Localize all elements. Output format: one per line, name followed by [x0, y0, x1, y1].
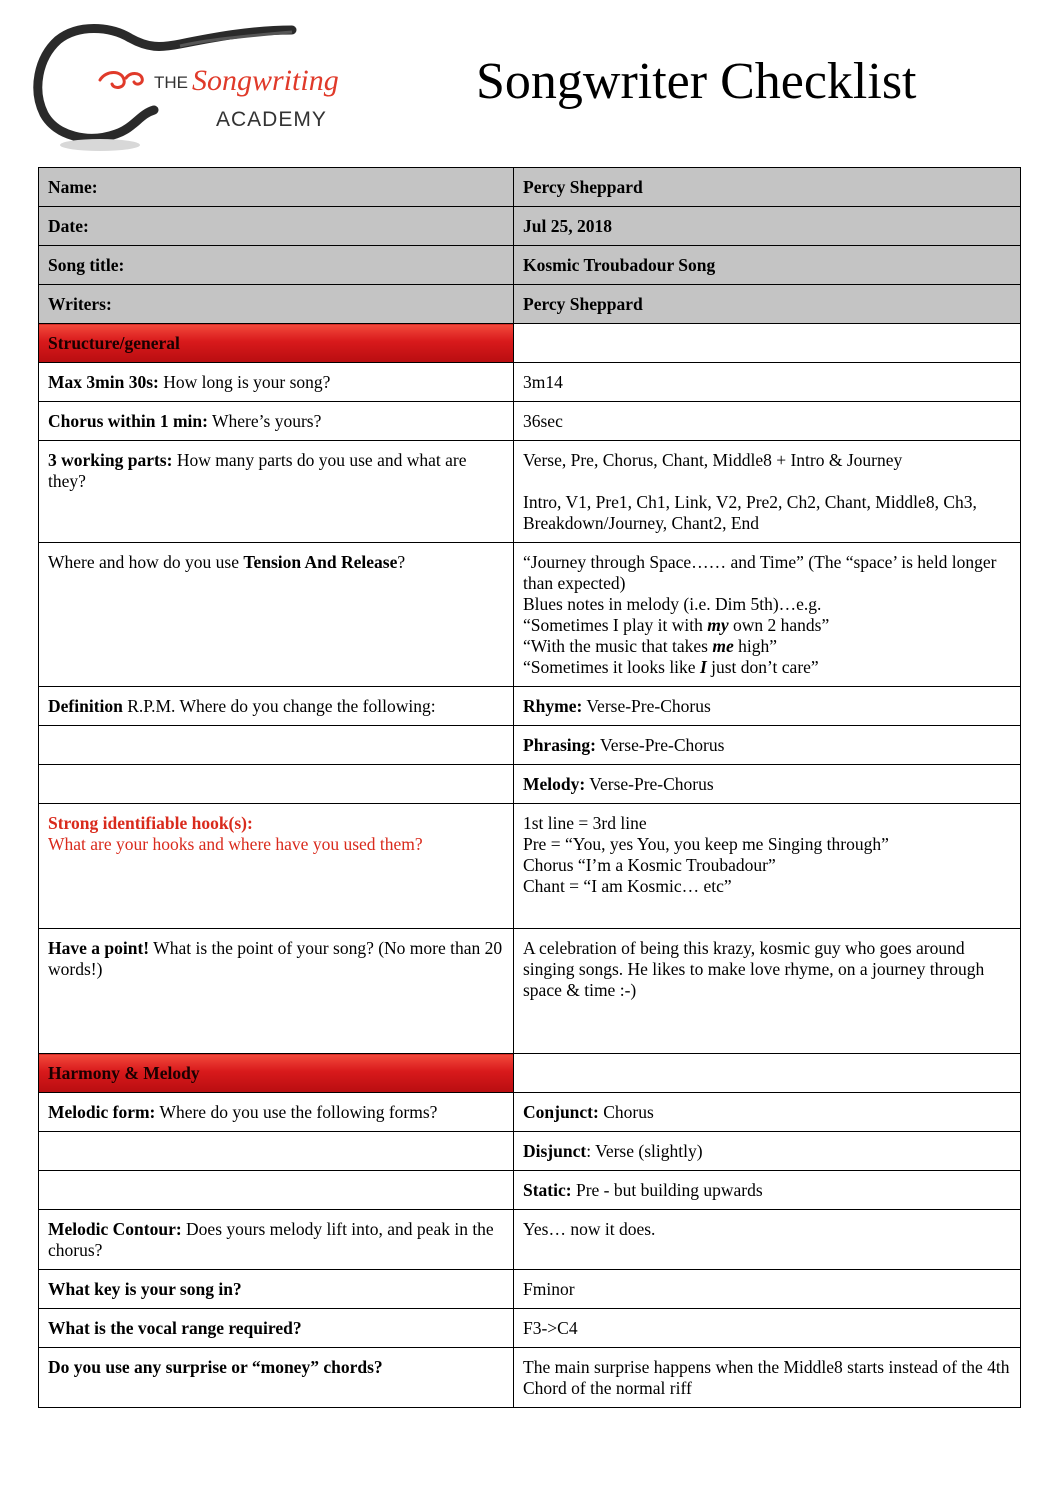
checklist-table	[38, 167, 1021, 1408]
table-row-definition-rhyme	[39, 687, 1021, 726]
conjunct-label: Conjunct:	[523, 1102, 599, 1122]
section-row-structure	[39, 324, 1021, 363]
rhyme-value: Verse-Pre-Chorus	[582, 696, 711, 716]
definition-question	[39, 687, 514, 726]
range-question: What is the vocal range required?	[39, 1309, 514, 1348]
name-label: Name:	[39, 168, 514, 207]
chorus-question-bold: Chorus within 1 min:	[48, 411, 208, 431]
empty-cell	[39, 1132, 514, 1171]
table-row-phrasing	[39, 726, 1021, 765]
melody-value: Verse-Pre-Chorus	[585, 774, 714, 794]
rhyme-label: Rhyme:	[523, 696, 583, 716]
hooks-line-4: Chant = “I am Kosmic… etc”	[523, 876, 732, 896]
melody-answer	[514, 765, 1021, 804]
melody-label: Melody:	[523, 774, 586, 794]
hooks-question	[39, 804, 514, 929]
point-question	[39, 929, 514, 1054]
contour-question	[39, 1210, 514, 1270]
length-answer: 3m14	[514, 363, 1021, 402]
logo-brand-text: Songwriting	[192, 64, 339, 97]
writers-label: Writers:	[39, 285, 514, 324]
table-row-melody	[39, 765, 1021, 804]
contour-question-bold: Melodic Contour:	[48, 1219, 182, 1239]
tension-line-5-em: I	[699, 657, 707, 677]
hooks-answer	[514, 804, 1021, 929]
table-row-disjunct	[39, 1132, 1021, 1171]
table-row-name	[39, 168, 1021, 207]
point-question-bold: Have a point!	[48, 938, 150, 958]
guitar-outline-icon	[30, 18, 350, 158]
surprise-question: Do you use any surprise or “money” chords?	[39, 1348, 514, 1408]
table-row-range	[39, 1309, 1021, 1348]
hooks-question-bold: Strong identifiable hook(s):	[48, 813, 253, 833]
hooks-line-3: Chorus “I’m a Kosmic Troubadour”	[523, 855, 776, 875]
rhyme-answer	[514, 687, 1021, 726]
table-row-point	[39, 929, 1021, 1054]
table-row-static	[39, 1171, 1021, 1210]
table-row-key	[39, 1270, 1021, 1309]
tension-line-5-post: just don’t care”	[706, 657, 819, 677]
spacer	[523, 471, 1011, 492]
section-blank-cell	[514, 324, 1021, 363]
table-row-parts	[39, 441, 1021, 543]
point-answer: A celebration of being this krazy, kosmic guy who goes around singing songs. He likes to make love rhyme, on a journey through space & time :-)	[514, 929, 1021, 1054]
table-row-writers	[39, 285, 1021, 324]
writers-value: Percy Sheppard	[514, 285, 1021, 324]
definition-question-bold: Definition	[48, 696, 123, 716]
date-label: Date:	[39, 207, 514, 246]
tension-line-5-pre: “Sometimes it looks like	[523, 657, 700, 677]
hooks-line-1: 1st line = 3rd line	[523, 813, 647, 833]
logo-the-text: THE	[154, 73, 188, 92]
definition-question-text: R.P.M. Where do you change the following:	[122, 696, 436, 716]
surprise-answer: The main surprise happens when the Middle8 starts instead of the 4th Chord of the normal riff	[514, 1348, 1021, 1408]
section-blank-cell	[514, 1054, 1021, 1093]
section-heading-structure: Structure/general	[39, 324, 514, 363]
empty-cell	[39, 1171, 514, 1210]
hooks-question-text: What are your hooks and where have you used them?	[48, 834, 423, 854]
logo-academy-text: ACADEMY	[216, 108, 327, 131]
parts-answer	[514, 441, 1021, 543]
chorus-question-text: Where’s yours?	[207, 411, 322, 431]
tension-line-3-em: my	[707, 615, 729, 635]
parts-question-bold: 3 working parts:	[48, 450, 173, 470]
table-row-date	[39, 207, 1021, 246]
songwriting-academy-logo	[30, 18, 350, 158]
brand-swirl-icon	[100, 73, 142, 88]
key-answer: Fminor	[514, 1270, 1021, 1309]
table-row-song-title	[39, 246, 1021, 285]
parts-answer-line-1: Verse, Pre, Chorus, Chant, Middle8 + Intro & Journey	[523, 450, 903, 470]
tension-answer	[514, 543, 1021, 687]
conjunct-value: Chorus	[598, 1102, 654, 1122]
tension-question-bold: Tension And Release	[243, 552, 398, 572]
tension-line-2: Blues notes in melody (i.e. Dim 5th)…e.g.	[523, 594, 822, 614]
section-row-harmony	[39, 1054, 1021, 1093]
chorus-answer: 36sec	[514, 402, 1021, 441]
table-row-melodic-form	[39, 1093, 1021, 1132]
table-row-hooks	[39, 804, 1021, 929]
disjunct-value: : Verse (slightly)	[586, 1141, 703, 1161]
tension-line-4	[523, 636, 1011, 657]
disjunct-label: Disjunct	[523, 1141, 587, 1161]
song-title-value: Kosmic Troubadour Song	[514, 246, 1021, 285]
range-answer: F3->C4	[514, 1309, 1021, 1348]
tension-line-3-post: own 2 hands”	[728, 615, 830, 635]
contour-answer: Yes… now it does.	[514, 1210, 1021, 1270]
tension-line-1: “Journey through Space…… and Time” (The “space’ is held longer than expected)	[523, 552, 997, 593]
parts-question	[39, 441, 514, 543]
static-label: Static:	[523, 1180, 572, 1200]
form-question-bold: Melodic form:	[48, 1102, 156, 1122]
empty-cell	[39, 765, 514, 804]
static-value: Pre - but building upwards	[571, 1180, 763, 1200]
table-row-length	[39, 363, 1021, 402]
contour-question-text: Does yours melody lift into, and peak in the chorus?	[48, 1219, 494, 1260]
key-question: What key is your song in?	[39, 1270, 514, 1309]
table-row-surprise	[39, 1348, 1021, 1408]
table-row-contour	[39, 1210, 1021, 1270]
length-question-text: How long is your song?	[158, 372, 331, 392]
table-row-chorus	[39, 402, 1021, 441]
form-question-text: Where do you use the following forms?	[155, 1102, 438, 1122]
point-question-text: What is the point of your song? (No more than 20 words!)	[48, 938, 503, 979]
tension-question-post: ?	[397, 552, 406, 572]
parts-question-text: How many parts do you use and what are they?	[48, 450, 467, 491]
length-question-bold: Max 3min 30s:	[48, 372, 159, 392]
parts-answer-line-2: Intro, V1, Pre1, Ch1, Link, V2, Pre2, Ch2, Chant, Middle8, Ch3, Breakdown/Journey, Chant2, End	[523, 492, 977, 533]
section-heading-harmony: Harmony & Melody	[39, 1054, 514, 1093]
tension-question-pre: Where and how do you use	[48, 552, 244, 572]
form-question	[39, 1093, 514, 1132]
length-question	[39, 363, 514, 402]
tension-question	[39, 543, 514, 687]
date-value: Jul 25, 2018	[514, 207, 1021, 246]
tension-line-4-em: me	[712, 636, 734, 656]
phrasing-answer	[514, 726, 1021, 765]
tension-line-3-pre: “Sometimes I play it with	[523, 615, 708, 635]
static-answer	[514, 1171, 1021, 1210]
phrasing-label: Phrasing:	[523, 735, 596, 755]
tension-line-5	[523, 657, 1011, 678]
conjunct-answer	[514, 1093, 1021, 1132]
name-value: Percy Sheppard	[514, 168, 1021, 207]
tension-line-3	[523, 615, 1011, 636]
page-title: Songwriter Checklist	[476, 53, 917, 110]
empty-cell	[39, 726, 514, 765]
chorus-question	[39, 402, 514, 441]
tension-line-4-pre: “With the music that takes	[523, 636, 713, 656]
phrasing-value: Verse-Pre-Chorus	[595, 735, 725, 755]
song-title-label: Song title:	[39, 246, 514, 285]
tension-line-4-post: high”	[733, 636, 777, 656]
disjunct-answer	[514, 1132, 1021, 1171]
hooks-line-2: Pre = “You, yes You, you keep me Singing through”	[523, 834, 889, 854]
table-row-tension	[39, 543, 1021, 687]
